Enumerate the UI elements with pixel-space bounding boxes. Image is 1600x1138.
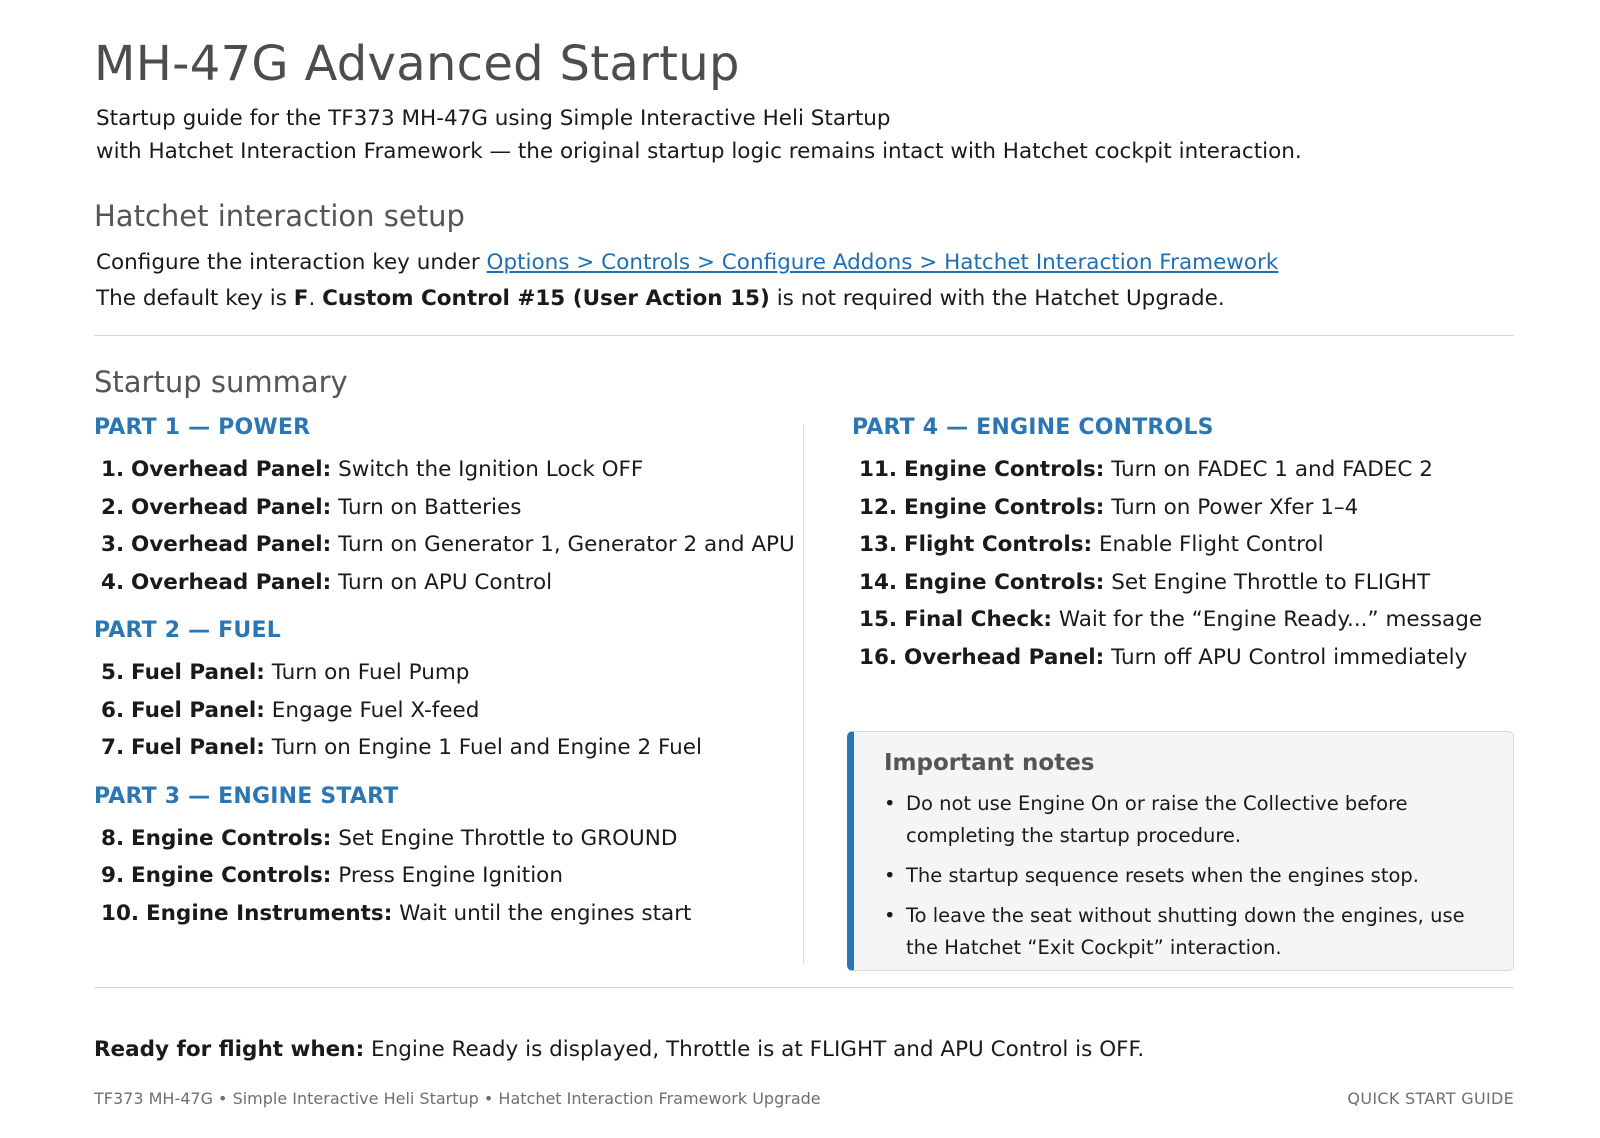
setup-heading: Hatchet interaction setup xyxy=(94,199,465,233)
setup-line-2-mid: . xyxy=(308,286,323,311)
part-title: PART 4 — ENGINE CONTROLS xyxy=(852,415,1214,440)
ready-label: Ready for flight when: xyxy=(94,1037,365,1062)
step-label: Fuel Panel: xyxy=(130,697,265,723)
step-text: Turn on FADEC 1 and FADEC 2 xyxy=(1111,457,1433,482)
step-label: Overhead Panel: xyxy=(903,644,1105,670)
setup-line-1-prefix: Configure the interaction key under xyxy=(96,250,487,275)
setup-line-2 xyxy=(96,281,1278,317)
default-key: F xyxy=(293,286,309,311)
step-label: Overhead Panel: xyxy=(130,569,332,595)
step-item xyxy=(94,895,794,933)
step-number: 11. xyxy=(859,457,898,482)
note-text: The startup sequence resets when the engines stop. xyxy=(906,864,1419,887)
step-item xyxy=(94,692,794,730)
step-number: 4. xyxy=(101,569,125,595)
step-list xyxy=(94,451,794,601)
step-label: Flight Controls: xyxy=(903,532,1093,557)
step-label: Engine Controls: xyxy=(130,825,332,851)
step-label: Engine Controls: xyxy=(903,494,1105,520)
step-label: Final Check: xyxy=(903,607,1052,632)
part-title: PART 3 — ENGINE START xyxy=(94,783,399,809)
step-number: 2. xyxy=(101,494,125,520)
step-list xyxy=(94,654,794,767)
step-item xyxy=(94,857,794,895)
step-label: Engine Controls: xyxy=(903,457,1105,482)
step-text: Switch the Ignition Lock OFF xyxy=(338,457,644,482)
note-text: Do not use Engine On or raise the Collective before completing the startup procedure. xyxy=(906,792,1408,847)
notes-title: Important notes xyxy=(884,750,1095,776)
footer-left: TF373 MH-47G • Simple Interactive Heli Startup • Hatchet Interaction Framework Upgrade xyxy=(94,1089,821,1108)
step-item xyxy=(94,489,794,527)
setup-text xyxy=(96,245,1278,317)
step-text: Turn on Engine 1 Fuel and Engine 2 Fuel xyxy=(271,735,702,760)
step-item xyxy=(94,820,794,858)
intro-line-1: Startup guide for the TF373 MH-47G using Simple Interactive Heli Startup xyxy=(96,106,891,131)
step-item xyxy=(94,564,794,602)
divider-bottom xyxy=(94,987,1514,988)
part-section-3 xyxy=(94,783,794,933)
note-text: To leave the seat without shutting down the engines, use the Hatchet “Exit Cockpit” interaction. xyxy=(906,904,1465,959)
part-section-1 xyxy=(94,414,794,601)
intro-text xyxy=(96,102,1302,168)
step-item xyxy=(94,451,794,489)
step-number: 15. xyxy=(859,607,898,632)
page-title: MH-47G Advanced Startup xyxy=(94,36,740,92)
setup-line-2-suffix: is not required with the Hatchet Upgrade. xyxy=(769,286,1225,311)
summary-right-column xyxy=(852,414,1514,692)
step-text: Turn on Fuel Pump xyxy=(271,660,470,685)
intro-line-2: with Hatchet Interaction Framework — the original startup logic remains intact with Hatchet cockpit interaction. xyxy=(96,139,1302,164)
note-item xyxy=(884,788,1483,852)
step-number: 5. xyxy=(101,660,125,685)
step-number: 8. xyxy=(101,825,125,851)
step-label: Overhead Panel: xyxy=(130,494,332,520)
step-label: Engine Controls: xyxy=(903,569,1105,595)
important-notes-box xyxy=(847,731,1514,971)
custom-control-name: Custom Control #15 (User Action 15) xyxy=(322,286,770,311)
ready-statement xyxy=(94,1037,1144,1062)
setup-line-1 xyxy=(96,245,1278,281)
step-text: Wait until the engines start xyxy=(399,900,692,926)
step-number: 1. xyxy=(101,457,125,482)
part-section-4 xyxy=(852,414,1514,676)
step-number: 14. xyxy=(859,569,898,595)
step-text: Press Engine Ignition xyxy=(338,863,563,888)
step-item xyxy=(852,526,1514,564)
step-number: 12. xyxy=(859,494,898,520)
step-label: Fuel Panel: xyxy=(130,660,265,685)
step-text: Turn on Batteries xyxy=(338,494,522,520)
step-number: 9. xyxy=(101,863,125,888)
note-item xyxy=(884,900,1483,964)
step-list xyxy=(94,820,794,933)
step-text: Turn on Generator 1, Generator 2 and APU xyxy=(338,532,795,557)
bullet-icon: • xyxy=(884,792,896,815)
step-text: Turn off APU Control immediately xyxy=(1111,644,1468,670)
summary-heading: Startup summary xyxy=(94,365,348,399)
step-number: 13. xyxy=(859,532,898,557)
step-text: Turn on APU Control xyxy=(338,569,553,595)
note-item xyxy=(884,860,1483,892)
step-item xyxy=(94,729,794,767)
step-text: Set Engine Throttle to GROUND xyxy=(338,825,678,851)
step-item xyxy=(852,601,1514,639)
step-number: 7. xyxy=(101,735,125,760)
step-text: Engage Fuel X-feed xyxy=(271,697,480,723)
step-label: Overhead Panel: xyxy=(130,457,332,482)
step-number: 16. xyxy=(859,644,898,670)
step-label: Engine Instruments: xyxy=(145,900,393,926)
column-divider xyxy=(803,424,804,964)
bullet-icon: • xyxy=(884,904,896,927)
step-item xyxy=(852,564,1514,602)
step-label: Overhead Panel: xyxy=(130,532,332,557)
step-item xyxy=(94,654,794,692)
step-text: Enable Flight Control xyxy=(1098,532,1324,557)
setup-line-2-prefix: The default key is xyxy=(96,286,294,311)
divider-top xyxy=(94,335,1514,336)
step-item xyxy=(852,489,1514,527)
part-title: PART 1 — POWER xyxy=(94,415,311,440)
footer-right: QUICK START GUIDE xyxy=(1347,1089,1514,1108)
step-label: Fuel Panel: xyxy=(130,735,265,760)
step-label: Engine Controls: xyxy=(130,863,332,888)
step-text: Wait for the “Engine Ready...” message xyxy=(1058,607,1483,632)
part-title: PART 2 — FUEL xyxy=(94,618,281,643)
step-number: 10. xyxy=(101,900,140,926)
bullet-icon: • xyxy=(884,864,896,887)
step-item xyxy=(852,639,1514,677)
ready-text: Engine Ready is displayed, Throttle is at FLIGHT and APU Control is OFF. xyxy=(364,1037,1145,1062)
step-item xyxy=(94,526,794,564)
step-text: Set Engine Throttle to FLIGHT xyxy=(1111,569,1431,595)
summary-left-column xyxy=(94,414,794,948)
step-number: 3. xyxy=(101,532,125,557)
step-list xyxy=(852,451,1514,676)
step-number: 6. xyxy=(101,697,125,723)
part-section-2 xyxy=(94,617,794,767)
step-item xyxy=(852,451,1514,489)
options-path-link[interactable]: Options > Controls > Configure Addons > Hatchet Interaction Framework xyxy=(486,250,1279,275)
step-text: Turn on Power Xfer 1–4 xyxy=(1111,494,1359,520)
notes-list xyxy=(884,788,1483,964)
